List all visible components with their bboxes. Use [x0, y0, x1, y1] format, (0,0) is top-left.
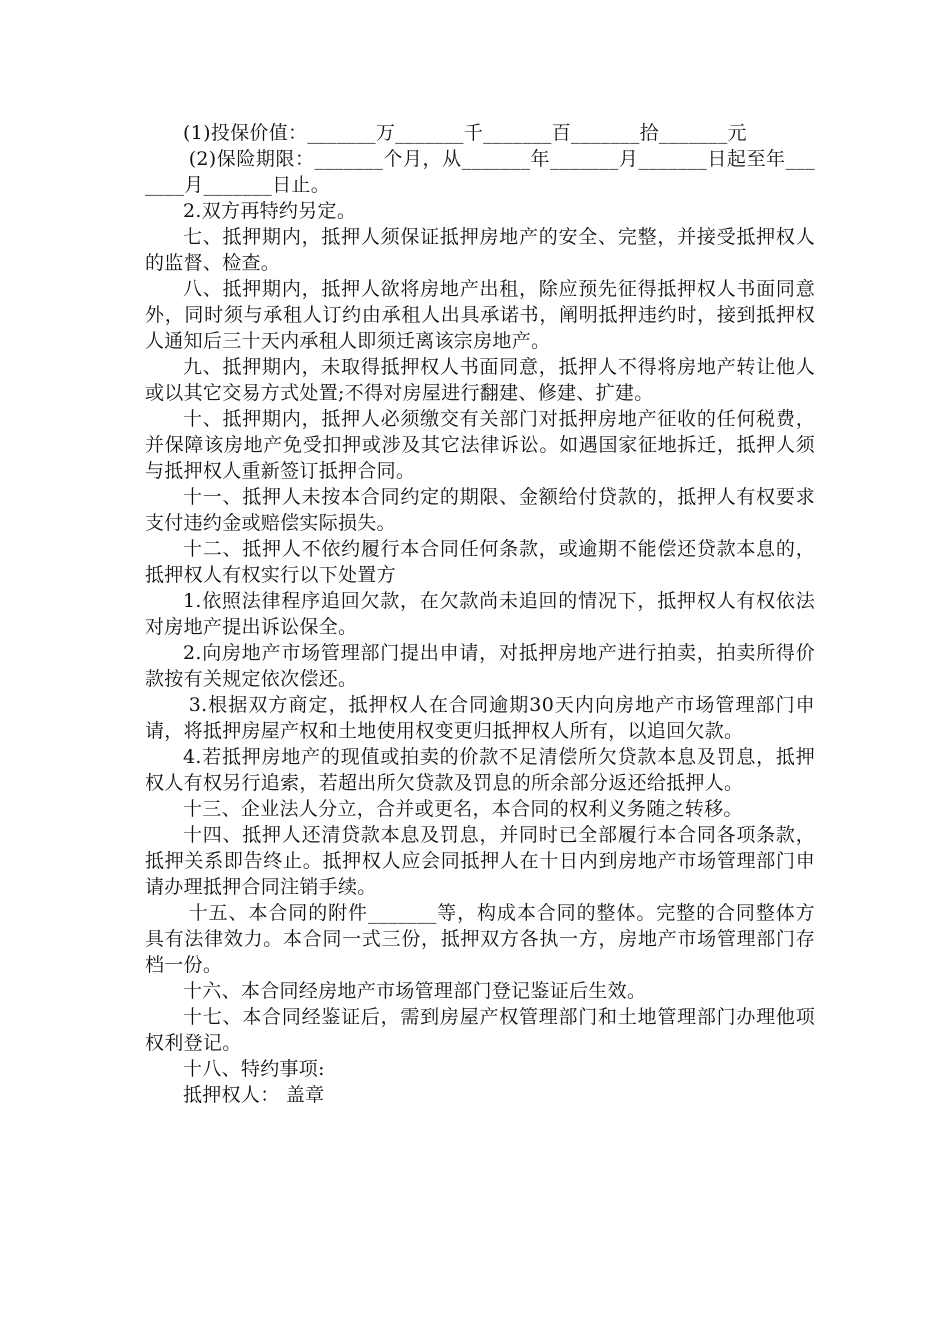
special-agreement-line: 2.双方再特约另定。	[183, 200, 357, 222]
clause-12-item-3: 3.根据双方商定，抵押权人在合同逾期30天内向房地产市场管理部门申请，将抵押房屋产权和土地使用权变更归抵押权人所有，以追回欠款。	[145, 694, 815, 742]
clause-10: 十、抵押期内，抵押人必须缴交有关部门对抵押房地产征收的任何税费，并保障该房地产免受扣押或涉及其它法律诉讼。如遇国家征地拆迁，抵押人须与抵押权人重新签订抵押合同。	[145, 408, 815, 482]
clause-16: 十六、本合同经房地产市场管理部门登记鉴证后生效。	[183, 980, 647, 1002]
clause-12-item-2: 2.向房地产市场管理部门提出申请，对抵押房地产进行拍卖，拍卖所得价款按有关规定依次偿还。	[145, 642, 815, 690]
clause-12: 十二、抵押人不依约履行本合同任何条款，或逾期不能偿还贷款本息的，抵押权人有权实行以下处置方	[145, 538, 815, 586]
clause-12-item-4: 4.若抵押房地产的现值或拍卖的价款不足清偿所欠贷款本息及罚息，抵押权人有权另行追索，若超出所欠贷款及罚息的所余部分返还给抵押人。	[145, 746, 815, 794]
clause-8: 八、抵押期内，抵押人欲将房地产出租，除应预先征得抵押权人书面同意外，同时须与承租人订约由承租人出具承诺书，阐明抵押违约时，接到抵押权人通知后三十天内承租人即须迁离该宗房地产。	[145, 278, 815, 352]
insured-value-line: (1)投保价值：_______万_______千_______百_______拾_______元	[183, 122, 747, 144]
clause-7: 七、抵押期内，抵押人须保证抵押房地产的安全、完整，并接受抵押权人的监督、检查。	[145, 226, 815, 274]
clause-11: 十一、抵押人未按本合同约定的期限、金额给付贷款的，抵押人有权要求支付违约金或赔偿实际损失。	[145, 486, 815, 534]
clause-15: 十五、本合同的附件_______等，构成本合同的整体。完整的合同整体方具有法律效力。本合同一式三份，抵押双方各执一方，房地产市场管理部门存档一份。	[145, 902, 815, 976]
clause-18: 十八、特约事项:	[183, 1058, 325, 1080]
clause-12-item-1: 1.依照法律程序追回欠款，在欠款尚未追回的情况下，抵押权人有权依法对房地产提出诉讼保全。	[145, 590, 815, 638]
clause-14: 十四、抵押人还清贷款本息及罚息，并同时已全部履行本合同各项条款，抵押关系即告终止。抵押权人应会同抵押人在十日内到房地产市场管理部门申请办理抵押合同注销手续。	[145, 824, 815, 898]
clause-9: 九、抵押期内，未取得抵押权人书面同意，抵押人不得将房地产转让他人或以其它交易方式处置;不得对房屋进行翻建、修建、扩建。	[145, 356, 815, 404]
clause-13: 十三、企业法人分立，合并或更名，本合同的权利义务随之转移。	[183, 798, 743, 820]
document-page	[145, 120, 815, 1108]
insurance-period-line: (2)保险期限：_______个月，从_______年_______月_______日起至年_______月_______日止。	[145, 148, 815, 196]
mortgagee-signature-line: 抵押权人： 盖章	[183, 1084, 325, 1106]
clause-17: 十七、本合同经鉴证后，需到房屋产权管理部门和土地管理部门办理他项权利登记。	[145, 1006, 815, 1054]
